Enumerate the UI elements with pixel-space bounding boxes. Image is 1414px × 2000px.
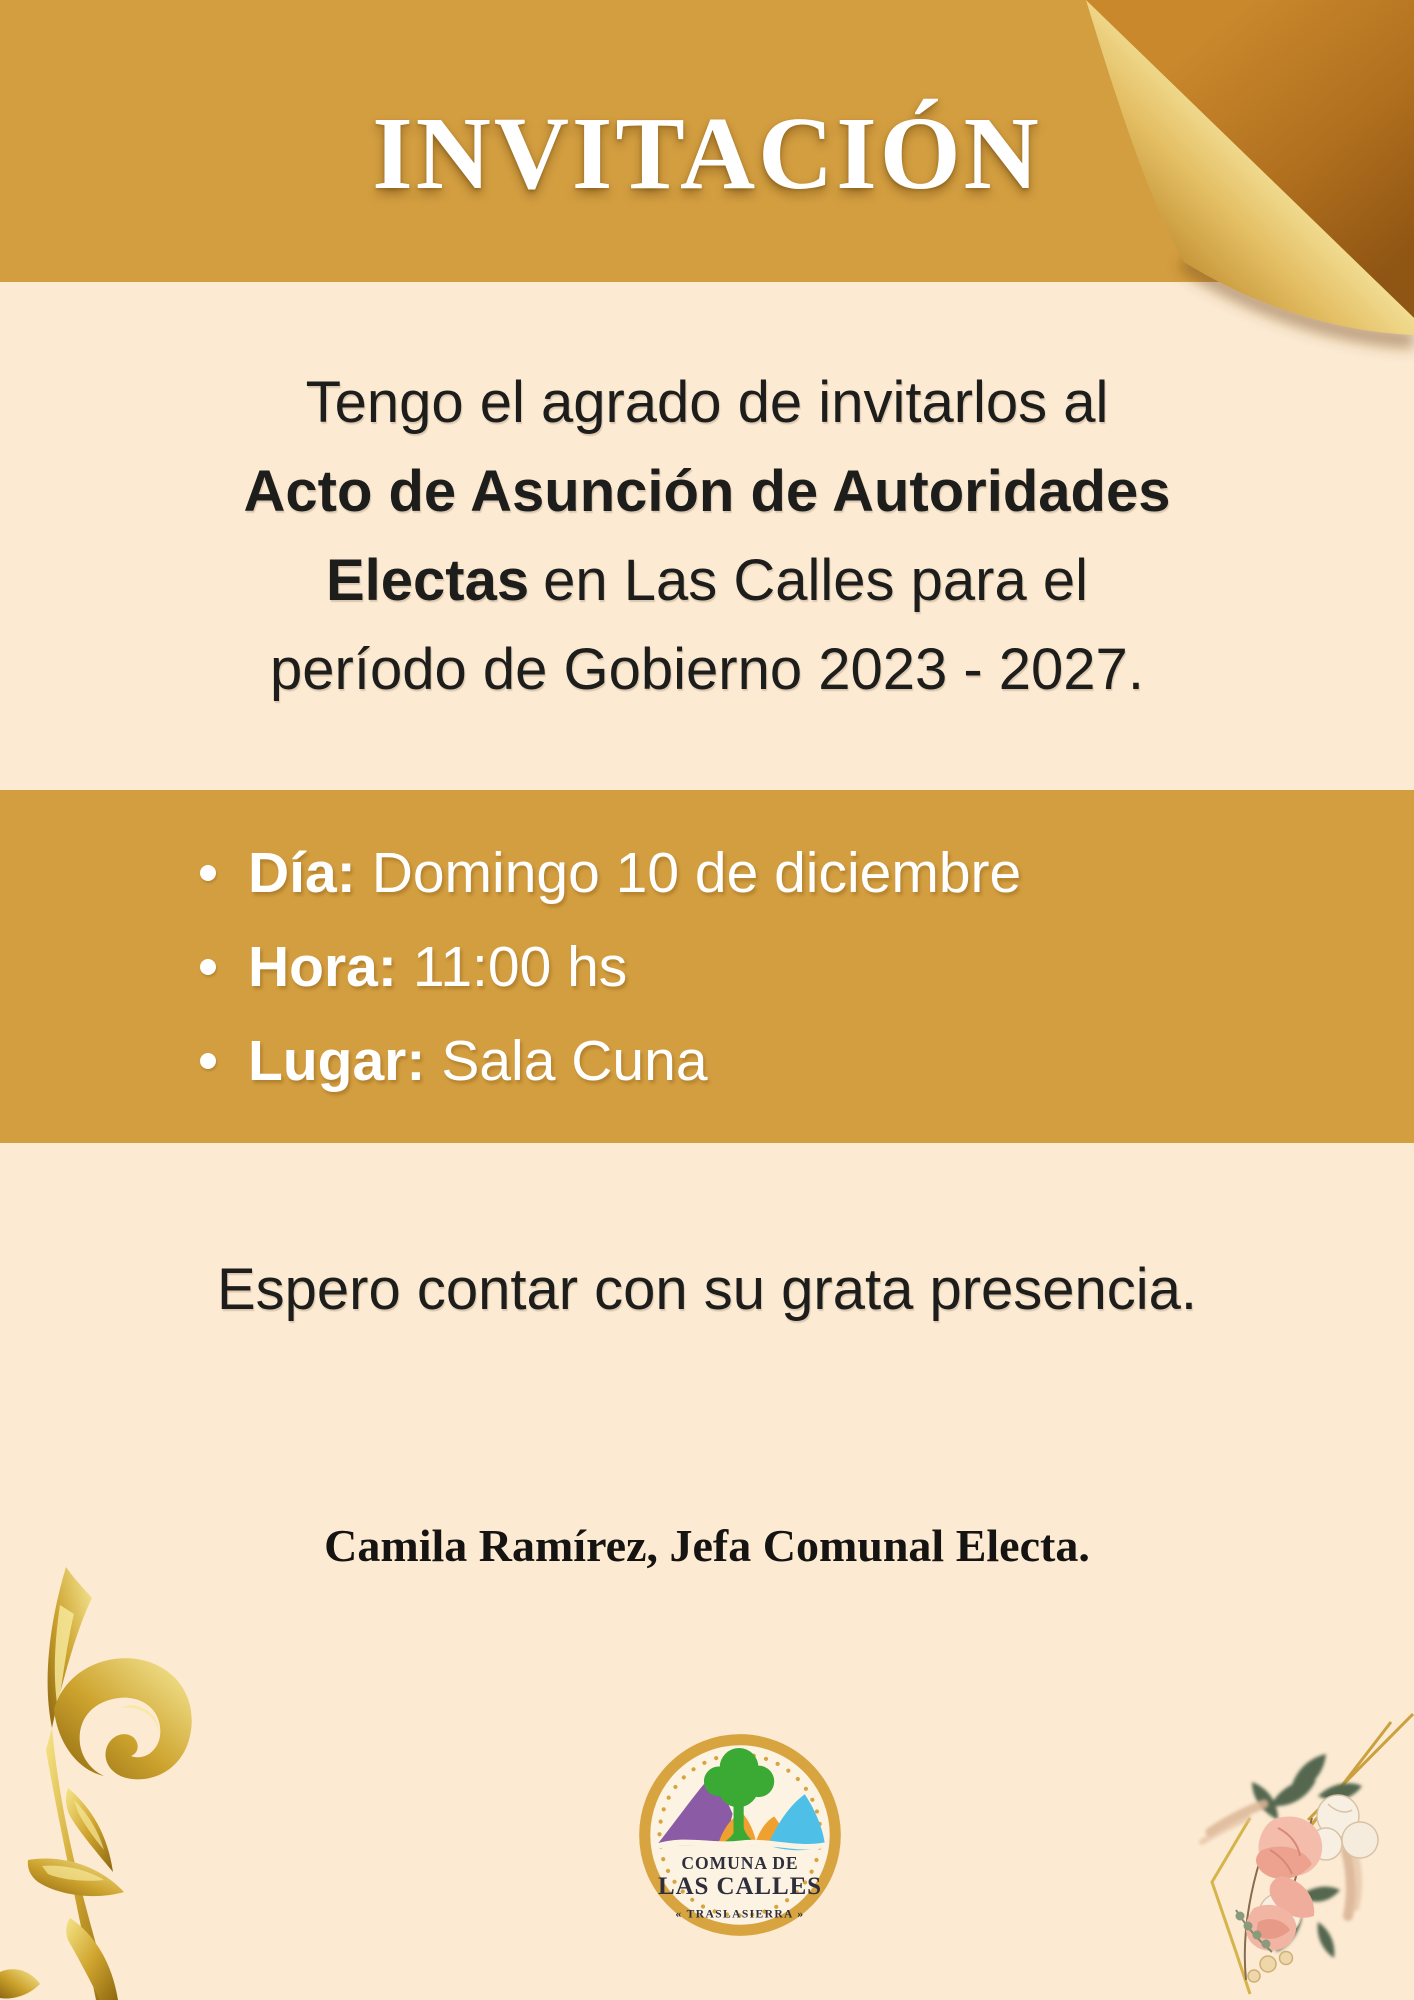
intro-line-1: Tengo el agrado de invitarlos al [305, 370, 1109, 435]
intro-line-3: Electas en Las Calles para el [325, 548, 1089, 613]
detail-label: Lugar: [248, 1028, 426, 1093]
signature-text: Camila Ramírez, Jefa Comunal Electa. [324, 1520, 1090, 1571]
bullet-icon [200, 865, 216, 881]
intro-paragraph [0, 282, 1414, 790]
list-item-dia [200, 826, 1414, 920]
closing-text: Espero contar con su grata presencia. [216, 1257, 1198, 1322]
gold-flourish-icon [0, 1560, 210, 2000]
detail-value: Domingo 10 de diciembre [371, 840, 1022, 905]
event-details-list [0, 826, 1414, 1108]
event-details-band [0, 790, 1414, 1143]
detail-value: Sala Cuna [441, 1028, 708, 1093]
bullet-icon [200, 959, 216, 975]
detail-value: 11:00 hs [412, 934, 628, 999]
list-item-lugar [200, 1014, 1414, 1108]
detail-label: Hora: [248, 934, 397, 999]
logo-subtitle: « TRASLASIERRA » [675, 1907, 805, 1921]
logo-name-line1: COMUNA DE [681, 1853, 799, 1874]
bullet-icon [200, 1053, 216, 1069]
comuna-logo-badge [629, 1724, 851, 1946]
intro-line-2: Acto de Asunción de Autoridades [243, 459, 1171, 524]
page-title: INVITACIÓN [372, 95, 1042, 211]
detail-label: Día: [248, 840, 356, 905]
floral-bouquet-icon [1150, 1700, 1414, 2000]
list-item-hora [200, 920, 1414, 1014]
intro-line-4: período de Gobierno 2023 - 2027. [270, 637, 1144, 702]
logo-name-line2: LAS CALLES [658, 1873, 822, 1901]
